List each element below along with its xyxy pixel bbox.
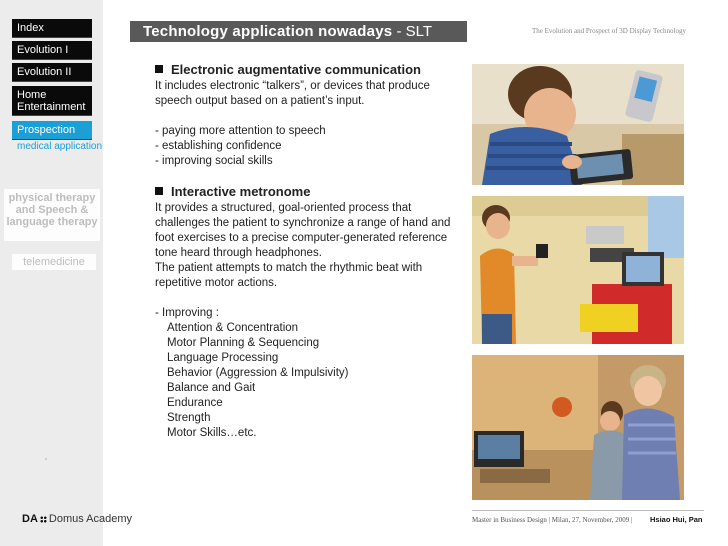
square-bullet-icon <box>155 187 163 195</box>
nav-item-label: Evolution II <box>17 66 72 78</box>
list-item: Attention & Concentration <box>167 322 299 334</box>
section-title-text: Interactive metronome <box>171 184 311 199</box>
section-paragraph: It provides a structured, goal-oriented process that challenges the patient to synchronize a range of hand and foot exercises to a precise computer-generated reference tone heard through headphones. <box>155 202 451 259</box>
photo-child-with-talker <box>472 64 684 185</box>
nav-item-evolution-2[interactable] <box>12 63 92 82</box>
logo-mark: DA <box>22 513 38 525</box>
sidebar-topic-box[interactable] <box>4 189 100 241</box>
list-item: Motor Planning & Sequencing <box>167 337 320 349</box>
list-heading: - Improving : <box>155 307 219 319</box>
nav-item-home-entertainment[interactable] <box>12 86 92 116</box>
list-item: - establishing confidence <box>155 140 282 152</box>
section-paragraph: It includes electronic “talkers”, or devices that produce speech output based on a patient’s input. <box>155 80 430 107</box>
section-title <box>155 62 465 78</box>
improvement-list <box>155 306 465 441</box>
footer-author: Hsiao Hui, Pan <box>650 515 703 524</box>
benefit-list <box>155 124 465 169</box>
main-content <box>155 62 465 441</box>
square-bullet-icon <box>155 65 163 73</box>
page-title-suffix: SLT <box>405 23 433 40</box>
nav-item-label: Home Entertainment <box>17 89 86 113</box>
page-title <box>130 21 467 42</box>
nav-item-prospection[interactable] <box>12 121 92 140</box>
nav-item-label: Evolution I <box>17 44 69 56</box>
section-paragraph: The patient attempts to match the rhythmic beat with repetitive motor actions. <box>155 262 423 289</box>
list-item: Language Processing <box>167 352 279 364</box>
photo-woman-and-boy-with-ball <box>472 355 684 500</box>
nav-sub-medical-application[interactable]: medical application <box>17 141 103 152</box>
sidebar-item-label: telemedicine <box>23 256 85 268</box>
page-title-main: Technology application nowadays <box>143 23 393 40</box>
list-item: - improving social skills <box>155 155 273 167</box>
title-separator: - <box>392 23 406 40</box>
domus-academy-logo <box>22 513 132 525</box>
photo-boy-with-headphones <box>472 196 684 344</box>
sidebar-topic-label: physical therapy and Speech & language therapy <box>6 192 98 228</box>
list-item: Strength <box>167 412 211 424</box>
footer-divider <box>472 510 704 511</box>
list-item: Motor Skills…etc. <box>167 427 257 439</box>
sidebar-item-telemedicine[interactable] <box>12 254 96 270</box>
list-item: - paying more attention to speech <box>155 125 326 137</box>
list-item: Behavior (Aggression & Impulsivity) <box>167 367 349 379</box>
nav-item-evolution-1[interactable] <box>12 41 92 60</box>
list-item: Balance and Gait <box>167 382 256 394</box>
logo-dots-icon <box>40 516 47 523</box>
decorative-dot <box>45 458 47 460</box>
footer-caption: Master in Business Design | Milan, 27, November, 2009 | <box>472 516 633 524</box>
logo-text: Domus Academy <box>48 513 133 525</box>
header-caption: The Evolution and Prospect of 3D Display Technology <box>532 27 686 35</box>
nav-item-label: Prospection <box>17 124 76 136</box>
nav-item-index[interactable] <box>12 19 92 38</box>
nav-item-label: Index <box>17 22 44 34</box>
section-title-text: Electronic augmentative communication <box>171 62 421 77</box>
list-item: Endurance <box>167 397 223 409</box>
section-title <box>155 184 465 200</box>
sidebar <box>0 0 103 546</box>
